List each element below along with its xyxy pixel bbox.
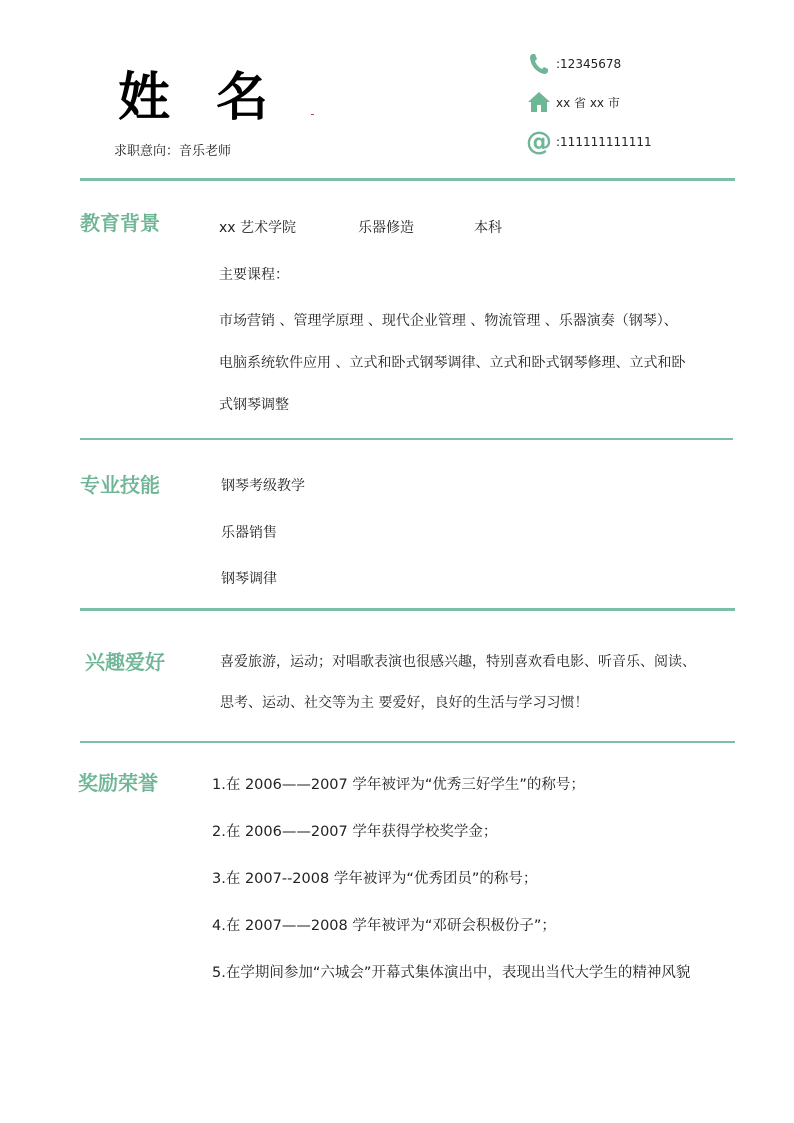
skill-item: 乐器销售 — [221, 525, 277, 541]
education-school: xx 艺术学院 — [219, 220, 297, 236]
education-degree: 本科 — [474, 220, 502, 236]
divider-hobbies — [80, 741, 735, 743]
divider-education — [80, 438, 733, 440]
contact-email — [526, 128, 652, 156]
award-item: 2.在 2006——2007 学年获得学校奖学金； — [212, 824, 498, 840]
skill-item: 钢琴调律 — [221, 571, 277, 587]
education-major: 乐器修造 — [358, 220, 414, 236]
phone-number: :12345678 — [556, 57, 622, 71]
hobby-line: 思考、运动、社交等为主 要爱好，良好的生活与学习习惯！ — [220, 695, 589, 711]
email-text: :111111111111 — [556, 135, 652, 149]
decorative-dot — [311, 114, 314, 115]
contact-phone — [526, 50, 621, 78]
resume-name: 姓 名 — [118, 68, 283, 128]
section-title-awards: 奖励荣誉 — [78, 771, 158, 795]
divider-header — [80, 178, 735, 181]
award-item: 4.在 2007——2008 学年被评为“邓研会积极份子”； — [212, 918, 556, 934]
address-text: xx 省 xx 市 — [556, 95, 620, 110]
job-objective: 求职意向：音乐老师 — [114, 144, 232, 159]
award-item: 3.在 2007--2008 学年被评为“优秀团员”的称号； — [212, 871, 538, 887]
contact-address — [526, 88, 620, 116]
section-title-hobbies: 兴趣爱好 — [85, 650, 165, 674]
courses-line: 式钢琴调整 — [219, 397, 289, 413]
skill-item: 钢琴考级教学 — [221, 478, 305, 494]
award-item: 5.在学期间参加“六城会”开幕式集体演出中，表现出当代大学生的精神风貌 — [212, 965, 691, 981]
award-item: 1.在 2006——2007 学年被评为“优秀三好学生”的称号； — [212, 777, 585, 793]
courses-line: 市场营销 、管理学原理 、现代企业管理 、物流管理 、乐器演奏（钢琴）、 — [219, 313, 678, 329]
at-icon: @ — [526, 127, 552, 157]
divider-skills — [80, 608, 735, 611]
section-title-education: 教育背景 — [80, 211, 160, 235]
section-title-skills: 专业技能 — [80, 473, 160, 497]
phone-icon — [526, 51, 552, 77]
courses-label: 主要课程： — [219, 267, 289, 283]
home-icon — [526, 89, 552, 115]
courses-line: 电脑系统软件应用 、立式和卧式钢琴调律、立式和卧式钢琴修理、立式和卧 — [219, 355, 686, 371]
hobby-line: 喜爱旅游，运动；对唱歌表演也很感兴趣，特别喜欢看电影、听音乐、阅读、 — [220, 654, 696, 670]
